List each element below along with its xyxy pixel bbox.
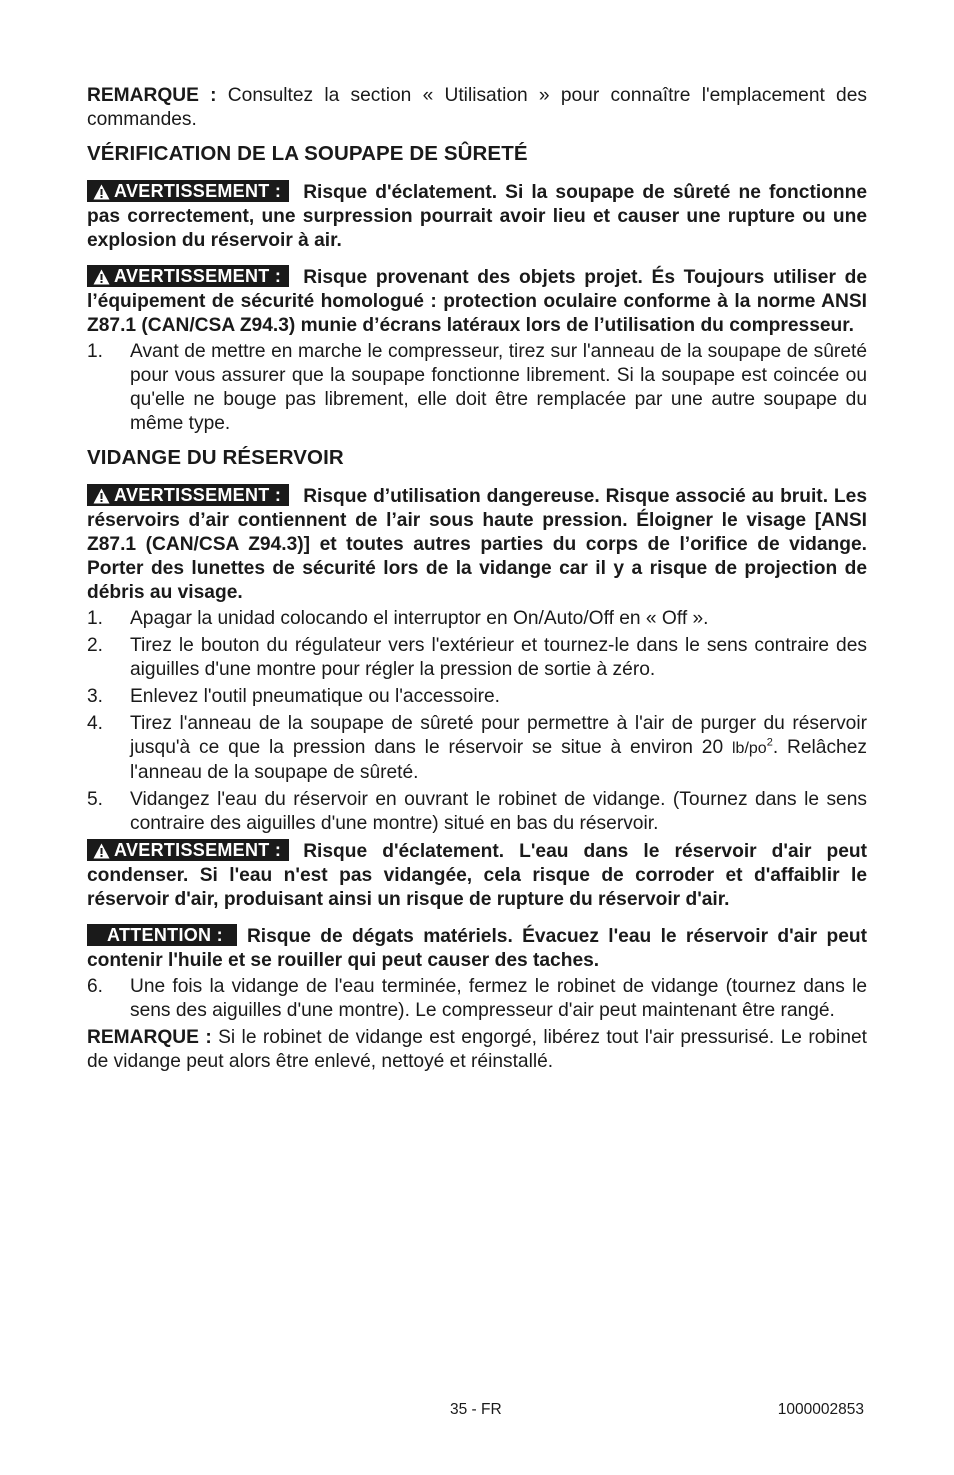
note-label: REMARQUE :	[87, 1027, 212, 1048]
warning-triangle-icon	[93, 184, 110, 200]
warning-text: Risque d'éclatement. L'eau dans le réservoir d'air peut condenser. Si l'eau n'est pas vidangée, cela risque de corroder et d'affaiblir le réservoir d'air, produisant ainsi un risque de rupture du réservoir d'air.	[87, 841, 867, 910]
warning-badge-label: AVERTISSEMENT :	[114, 181, 282, 201]
warning-text: Risque d’utilisation dangereuse. Risque associé au bruit. Les réservoirs d’air contiennent de l’air sous haute pression. Éloigner le visage [ANSI Z87.1 (CAN/CSA Z94.3)] et toutes autres parties du corps de l’orifice de vidange. Porter des lunettes de sécurité lors de la vidange car il y a risque de projection de débris au visage.	[87, 486, 867, 603]
warning-badge-label: AVERTISSEMENT :	[114, 840, 282, 860]
document-number: 1000002853	[777, 1401, 864, 1418]
caution-property-damage	[87, 924, 867, 973]
safety-valve-steps	[87, 340, 867, 436]
section-heading-safety-valve: VÉRIFICATION DE LA SOUPAPE DE SÛRETÉ	[87, 142, 528, 165]
step-number: 2.	[87, 635, 104, 656]
note-text: Consultez la section « Utilisation » pour connaître l'emplacement des commandes.	[87, 85, 867, 130]
pressure-unit: lb/po	[731, 740, 767, 757]
note-label: REMARQUE :	[87, 85, 217, 106]
step-text: Tirez l'anneau de la soupape de sûreté pour permettre à l'air de purger du réservoir jusqu'à ce que la pression dans le réservoir se situe à environ 20	[130, 713, 867, 758]
step-number: 3.	[87, 686, 104, 707]
warning-badge	[87, 265, 289, 287]
warning-text: Risque d'éclatement. Si la soupape de sûreté ne fonctionne pas correctement, une surpression pourrait avoir lieu et causer une rupture ou une explosion du réservoir à air.	[87, 182, 867, 251]
unit-superscript: 2	[766, 736, 773, 749]
step-number: 1.	[87, 341, 104, 362]
note-top	[87, 84, 867, 132]
list-item	[87, 975, 867, 1023]
warning-triangle-icon	[93, 269, 110, 285]
list-item	[87, 634, 867, 682]
warning-burst	[87, 180, 867, 253]
step-text: Vidangez l'eau du réservoir en ouvrant le robinet de vidange. (Tournez dans le sens contraire des aiguilles d'une montre) situé en bas du réservoir.	[130, 789, 867, 834]
page-content	[87, 84, 867, 1074]
caution-badge: ATTENTION :	[87, 924, 237, 946]
note-bottom	[87, 1026, 867, 1074]
list-item	[87, 340, 867, 436]
note-text: Si le robinet de vidange est engorgé, libérez tout l'air pressurisé. Le robinet de vidange peut alors être enlevé, nettoyé et réinstallé.	[87, 1027, 867, 1072]
step-text: Enlevez l'outil pneumatique ou l'accessoire.	[130, 686, 500, 707]
list-item	[87, 712, 867, 785]
page-number: 35 - FR	[450, 1401, 502, 1418]
warning-badge	[87, 484, 289, 506]
step-text: Avant de mettre en marche le compresseur, tirez sur l'anneau de la soupape de sûreté pour vous assurer que la soupape fonctionne librement. Si la soupape est coincée ou qu'elle ne bouge pas librement, elle doit être remplacée par une autre soupape du même type.	[130, 341, 867, 434]
warning-text: Risque provenant des objets projet. És Toujours utiliser de l’équipement de sécurité homologué : protection oculaire conforme à la norme ANSI Z87.1 (CAN/CSA Z94.3) munie d’écrans latéraux lors de l’utilisation du compresseur.	[87, 267, 867, 336]
step-text: Apagar la unidad colocando el interruptor en On/Auto/Off en « Off ».	[130, 608, 709, 629]
list-item	[87, 607, 867, 631]
step-text: Tirez le bouton du régulateur vers l'extérieur et tournez-le dans le sens contraire des aiguilles d'une montre pour régler la pression de sortie à zéro.	[130, 635, 867, 680]
warning-triangle-icon	[93, 843, 110, 859]
warning-triangle-icon	[93, 488, 110, 504]
caution-text: Risque de dégats matériels. Évacuez l'eau le réservoir d'air peut contenir l'huile et se rouiller qui peut causer des taches.	[87, 926, 867, 971]
section-heading-drain-tank: VIDANGE DU RÉSERVOIR	[87, 446, 344, 469]
warning-hazardous-use	[87, 484, 867, 605]
drain-steps	[87, 607, 867, 836]
step-text-after: . Relâchez l'anneau de la soupape de sûreté.	[130, 737, 867, 783]
warning-badge	[87, 839, 289, 861]
step-number: 4.	[87, 713, 104, 734]
step-number: 5.	[87, 789, 104, 810]
warning-condensation	[87, 839, 867, 912]
warning-badge-label: AVERTISSEMENT :	[114, 485, 282, 505]
step-text: Une fois la vidange de l'eau terminée, fermez le robinet de vidange (tournez dans le sens des aiguilles d'une montre). Le compresseur d'air peut maintenant être rangé.	[130, 976, 867, 1021]
list-item	[87, 788, 867, 836]
step-number: 1.	[87, 608, 104, 629]
list-item	[87, 685, 867, 709]
step-number: 6.	[87, 976, 104, 997]
warning-projectiles	[87, 265, 867, 338]
warning-badge-label: AVERTISSEMENT :	[114, 266, 282, 286]
storage-steps	[87, 975, 867, 1023]
warning-badge	[87, 180, 289, 202]
